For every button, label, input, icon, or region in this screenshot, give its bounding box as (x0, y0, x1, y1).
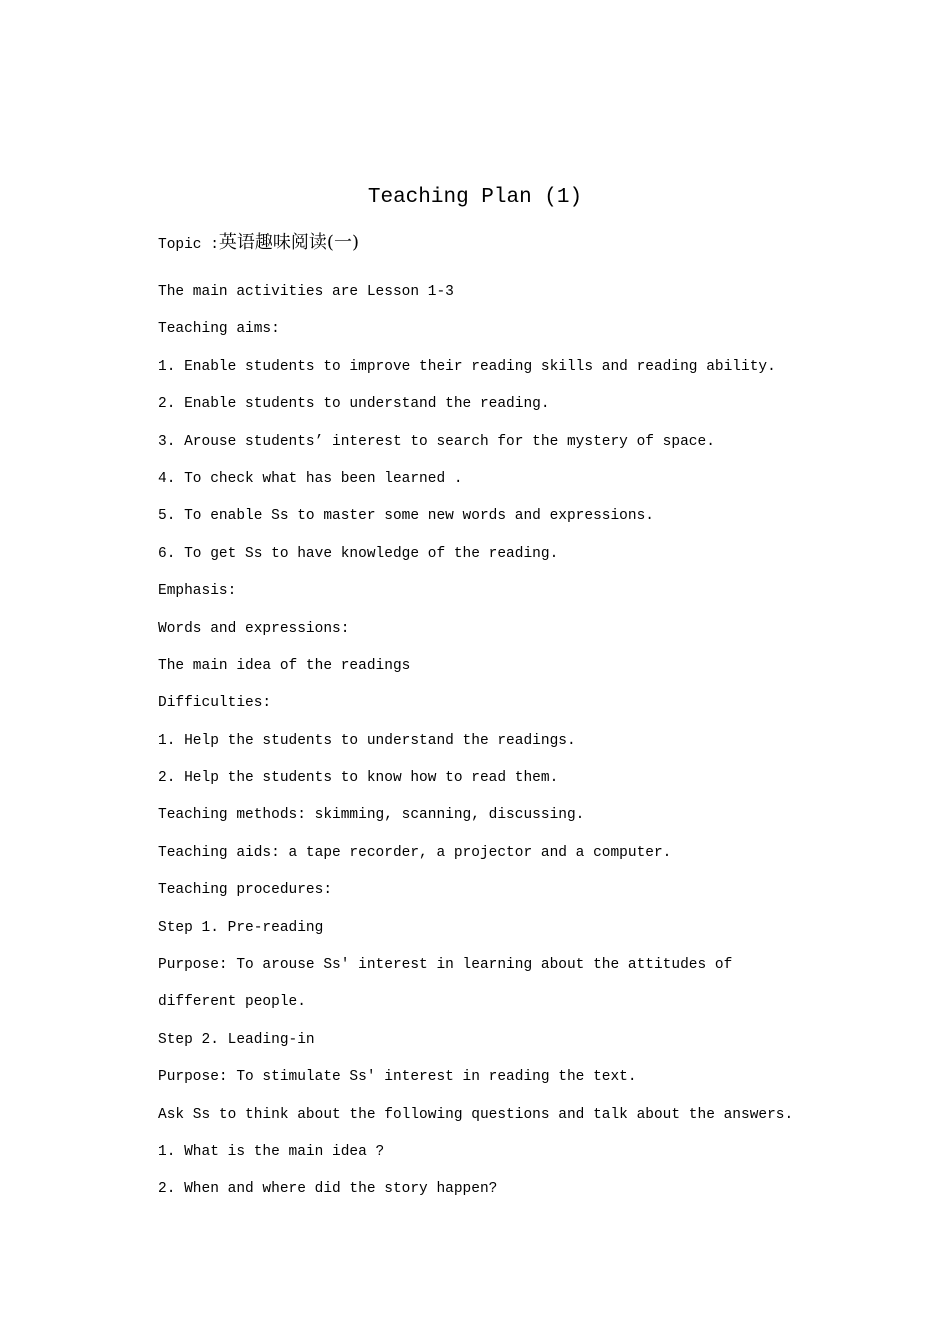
text-line: Teaching aids: a tape recorder, a projector and a computer. (158, 844, 672, 861)
text-line: The main idea of the readings (158, 657, 411, 674)
page-title: Teaching Plan (1) (367, 186, 583, 209)
text-line: Step 2. Leading-in (158, 1031, 315, 1048)
text-line: 2. When and where did the story happen? (158, 1181, 498, 1198)
text-line: 1. Enable students to improve their reading skills and reading ability. (158, 358, 776, 375)
text-line: Teaching procedures: (158, 882, 333, 899)
text-line: different people. (158, 994, 306, 1011)
text-line: The main activities are Lesson 1-3 (158, 284, 454, 300)
text-line: 1. What is the main idea ? (158, 1143, 385, 1160)
text-line: Difficulties: (158, 695, 272, 712)
text-line: Step 1. Pre-reading (158, 919, 324, 936)
text-line: Words and expressions: (158, 620, 350, 637)
text-line: Teaching aims: (158, 321, 280, 338)
text-line: 2. Enable students to understand the reading. (158, 396, 550, 413)
text-line: 3. Arouse students’ interest to search for the mystery of space. (158, 433, 715, 450)
text-line: 4. To check what has been learned . (158, 470, 463, 487)
topic-value: 英语趣味阅读(一) (218, 232, 359, 253)
topic-line (158, 231, 359, 257)
topic-label: Topic : (158, 237, 219, 253)
text-line: Ask Ss to think about the following questions and talk about the answers. (158, 1106, 794, 1123)
text-line: Purpose: To stimulate Ss' interest in reading the text. (158, 1069, 637, 1086)
text-line: 1. Help the students to understand the readings. (158, 732, 576, 749)
text-line: Teaching methods: skimming, scanning, discussing. (158, 807, 585, 824)
text-line: 5. To enable Ss to master some new words and expressions. (158, 508, 654, 525)
text-line: 2. Help the students to know how to read them. (158, 770, 559, 787)
text-line: Purpose: To arouse Ss' interest in learning about the attitudes of (158, 957, 733, 974)
body-text (158, 280, 793, 1215)
text-line: Emphasis: (158, 583, 237, 600)
text-line: 6. To get Ss to have knowledge of the reading. (158, 545, 559, 562)
